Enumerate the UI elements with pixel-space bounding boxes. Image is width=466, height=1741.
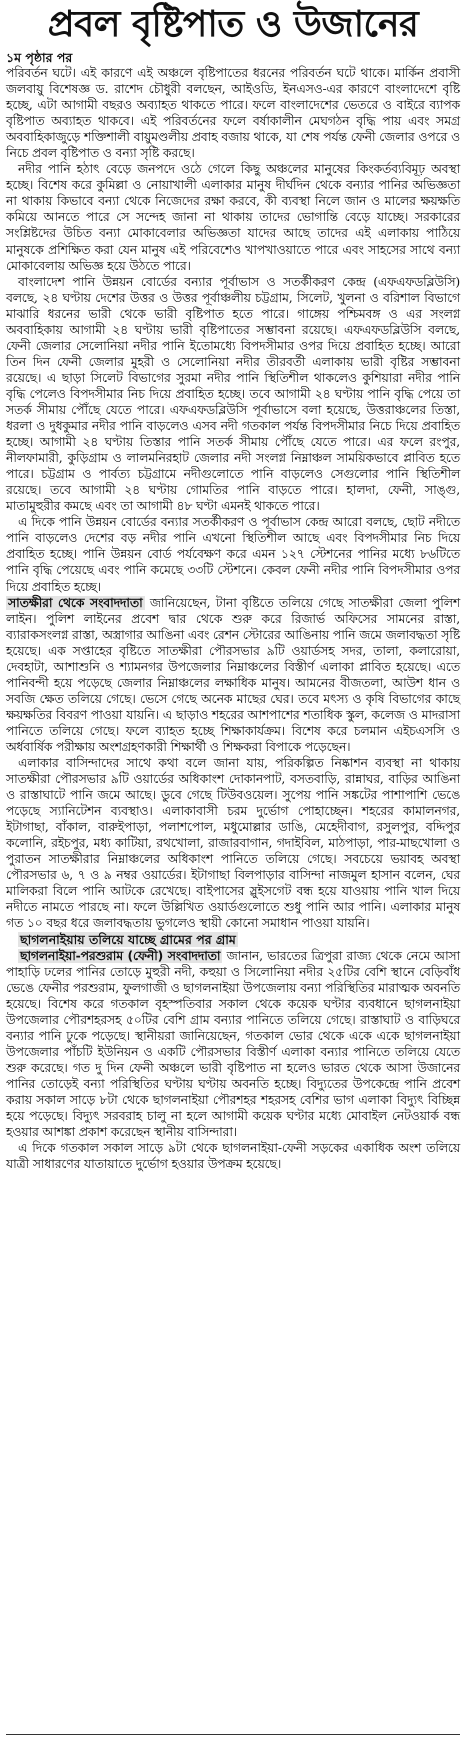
satkhira-paragraph-2: এলাকার বাসিন্দাদের সাথে কথা বলে জানা যায়, পরিকল্পিত নিষ্কাশন ব্যবস্থা না থাকায় সাতক্ষীরা পৌরসভার ৯টি ওয়ার্ডের অধিকাংশ দোকানপাট, বসতবাড়ি, রান্নাঘর, বাড়ির আঙিনা ও রাস্তাঘাটে পানি জমে আছে। ডুবে গেছে টিউবওয়েল। সুপেয় পানি সঙ্কটের পাশাপাশি ভেঙে পড়েছে স্যানিটেশন ব্যবস্থাও। এলাকাবাসী চরম দুর্ভোগ পোহাচ্ছেন। শহরের কামালনগর, ইটাগাছা, বাঁকাল, বারুইপাড়া, পলাশপোল, মধুমোল্লার ডাঙি, মেহেদীবাগ, রসুলপুর, বদ্দিপুর কলোনি, রইচপুর, মধ্য কাটিয়া, রথখোলা, রাজারবাগান, গদাইবিল, মাঠপাড়া, পার-মাছখোলা ও পুরাতন সাতক্ষীরার নিম্নাঞ্চলের অধিকাংশ পানিতে তলিয়ে গেছে। সবচেয়ে ভয়াবহ অবস্থা পৌরসভার ৬, ৭ ও ৯ নম্বর ওয়ার্ডের। ইটাগাছা বিলপাড়ার বাসিন্দা নাজমুল হাসান বলেন, ঘের মালিকরা বিলে পানি আটকে রেখেছে। বাইপাসের স্লুইসগেট বন্ধ হয়ে যাওয়ায় পানি খাল দিয়ে নদীতে নামতে পারছে না। ফলে উল্লিখিত ওয়ার্ডগুলোতে শুধু পানি আর পানি। এলাকার মানুষ গত ১০ বছর ধরে জলাবদ্ধতায় ভুগলেও স্থায়ী কোনো সমাধান পাওয়া যায়নি। [6, 756, 460, 931]
article-paragraph: নদীর পানি হঠাৎ বেড়ে জনপদে ওঠে গেলে কিছু অঞ্চলের মানুষের কিংকর্তব্যবিমূঢ় অবস্থা হচ্ছে। বিশেষ করে কুমিল্লা ও নোয়াখালী এলাকার মানুষ দীর্ঘদিন থেকে বন্যার পানির অভিজ্ঞতা না থাকায় কিভাবে বন্যা থেকে নিজেদের রক্ষা করবে, কী ব্যবস্থা নিলে জান ও মালের ক্ষয়ক্ষতি কমিয়ে আনতে পারে সে সন্দেহ জানা না থাকায় তাদের ভোগান্তি বেড়ে যাচ্ছে। সরকারের সংশ্লিষ্টদের উচিত বন্যা মোকাবেলার অভিজ্ঞতা যাদের আছে তাদের এই এলাকায় পাঠিয়ে মানুষকে প্রশিক্ষিত করা যেন মানুষ এই পরিবেশেও খাপখাওয়াতে পারে এবং সাহসের সাথে বন্যা মোকাবেলায় অভিজ্ঞ হয়ে উঠতে পারে। [6, 162, 460, 273]
chhagalnaiya-subheading-text: ছাগলনাইয়ায় তলিয়ে যাচ্ছে গ্রামের পর গ্রাম [20, 931, 236, 947]
satkhira-paragraph-text: জানিয়েছেন, টানা বৃষ্টিতে তলিয়ে গেছে সাতক্ষীরা জেলা পুলিশ লাইন। পুলিশ লাইনের প্রবেশ দ্বার থেকে শুরু করে রিজার্ভ অফিসের সামনের রাস্তা, ব্যারাকসংলগ্ন রাস্তা, অস্ত্রাগার আঙিনা এবং রেশন স্টোরের আঙিনায় পানি জমে জলাবদ্ধতা সৃষ্টি হয়েছে। এক সপ্তাহের বৃষ্টিতে সাতক্ষীরা পৌরসভার ৯টি ওয়ার্ডসহ সদর, তালা, কলারোয়া, দেবহাটা, আশাশুনি ও শ্যামনগর উপজেলার নিম্নাঞ্চলের বিস্তীর্ণ এলাকা প্লাবিত হয়েছে। এতে পানিবন্দী হয়ে পড়েছে জেলার নিম্নাঞ্চলের লক্ষাধিক মানুষ। আমনের বীজতলা, আউশ ধান ও সবজি ক্ষেত তলিয়ে গেছে। ভেসে গেছে অনেক মাছের ঘের। তবে মৎস্য ও কৃষি বিভাগের কাছে ক্ষয়ক্ষতির বিবরণ পাওয়া যায়নি। এ ছাড়াও শহরের আশপাশের শতাধিক স্কুল, কলেজ ও মাদরাসা পানিতে তলিয়ে গেছে। ফলে ব্যাহত হচ্ছে শিক্ষাকার্যক্রম। বিশেষ করে চলমান এইচএসসি ও অর্ধবার্ষিক পরীক্ষায় অংশগ্রহণকারী শিক্ষার্থী ও শিক্ষকরা বিপাকে পড়েছেন। [6, 595, 460, 754]
headline: প্রবল বৃষ্টিপাত ও উজানের [47, 4, 419, 45]
satkhira-dateline: সাতক্ষীরা থেকে সংবাদদাতা [8, 595, 143, 610]
chhagalnaiya-paragraph-2: এ দিকে গতকাল সকাল সাড়ে ৯টা থেকে ছাগলনাইয়া-ফেনী সড়কের একাধিক অংশ তলিয়ে যাত্রী সাধারণের যাতায়াতে দুর্ভোগ হওয়ার উপক্রম হয়েছে। [6, 1141, 460, 1172]
chhagalnaiya-dateline: ছাগলনাইয়া-পরশুরাম (ফেনী) সংবাদদাতা [20, 948, 221, 963]
continued-from-label: ১ম পৃষ্ঠার পর [6, 50, 73, 65]
article-paragraph: বাংলাদেশ পানি উন্নয়ন বোর্ডের বন্যার পূর্বাভাস ও সতর্কীকরণ কেন্দ্র (এফএফডব্লিউসি) বলছে, ২৪ ঘণ্টায় দেশের উত্তর ও উত্তর পূর্বাঞ্চলীয় চট্টগ্রাম, সিলেট, খুলনা ও বরিশাল বিভাগে মাঝারি ধরনের ভারী থেকে ভারী বৃষ্টিপাত হতে পারে। গাঙ্গেয় পশ্চিমবঙ্গ ও এর সংলগ্ন অববাহিকায় আগামী ২৪ ঘণ্টায় ভারী বৃষ্টিপাতের সম্ভাবনা রয়েছে। এফএফডব্লিউসি বলছে, ফেনী জেলার সেলোনিয়া নদীর পানি ইতোমধ্যে বিপদসীমার ওপর দিয়ে প্রবাহিত হচ্ছে। আরো তিন দিন ফেনী জেলার মুহরী ও সেলোনিয়া নদীর তীরবর্তী এলাকায় ভারী বৃষ্টির সম্ভাবনা রয়েছে। এ ছাড়া সিলেট বিভাগের সুরমা নদীর পানি স্থিতিশীল থাকলেও কুশিয়ারা নদীর পানি বৃদ্ধি পেলেও বিপদসীমার নিচ দিয়ে প্রবাহিত হচ্ছে। তবে আগামী ২৪ ঘণ্টায় পানি বৃদ্ধি পেয়ে তা সতর্ক সীমায় পৌঁছে যেতে পারে। এফএফডব্লিউসি পূর্বাভাসে বলা হয়েছে, উত্তরাঞ্চলের তিস্তা, ধরলা ও দুধকুমার নদীর পানি বাড়লেও এসব নদী গতকাল পর্যন্ত বিপদসীমার নিচে দিয়ে প্রবাহিত হচ্ছে। আগামী ২৪ ঘণ্টায় তিস্তার পানি সতর্ক সীমায় পৌঁছে যেতে পারে। এর ফলে রংপুর, নীলফামারী, কুড়িগ্রাম ও লালমনিরহাট জেলার নদী সংলগ্ন নিম্নাঞ্চল সাময়িকভাবে প্লাবিত হতে পারে। চট্টগ্রাম ও পার্বত্য চট্টগ্রামে নদীগুলোতে পানি বাড়লেও সেগুলোর পানি স্থিতিশীল রয়েছে। তবে আগামী ২৪ ঘণ্টায় গোমতির পানি বাড়তে পারে। হালদা, ফেনী, সাঙ্গু, মাতামুহুরীর কমছে এবং তা আগামী ৪৮ ঘণ্টা এমনই থাকতে পারে। [6, 274, 460, 514]
chhagalnaiya-paragraph-text: জানান, ভারতের ত্রিপুরা রাজ্য থেকে নেমে আসা পাহাড়ি ঢলের পানির তোড়ে মুহুরী নদী, কহুয়া ও সিলোনিয়া নদীর ২৫টির বেশি স্থানে বেড়িবাঁধ ভেঙে ফেনীর পরশুরাম, ফুলগাজী ও ছাগলনাইয়া উপজেলায় বন্যা পরিস্থিতির মারাত্মক অবনতি হয়েছে। বিশেষ করে গতকাল বৃহস্পতিবার সকাল থেকে কয়েক ঘণ্টার ব্যবধানে ছাগলনাইয়া উপজেলার পৌরশহরসহ ৫০টির বেশি গ্রাম বন্যার পানিতে তলিয়ে গেছে। রাস্তাঘাট ও বাড়িঘরে বন্যার পানি ঢুকে পড়েছে। স্থানীয়রা জানিয়েছেন, গতকাল ভোর থেকে একে একে ছাগলনাইয়া উপজেলার পাঁচটি ইউনিয়ন ও একটি পৌরসভার বিস্তীর্ণ এলাকা বন্যার পানিতে তলিয়ে যেতে শুরু করেছে। গত দু দিন ফেনী অঞ্চলে ভারী বৃষ্টিপাত না হলেও ভারত থেকে আসা উজানের পানির তোড়েই বন্যা পরিস্থিতির ঘণ্টায় ঘণ্টায় অবনতি হচ্ছে। বিদ্যুতের উপকেন্দ্রে পানি প্রবেশ করায় সকাল সাড়ে ৮টা থেকে ছাগলনাইয়া পৌরশহর শহরসহ বেশির ভাগ এলাকা বিদ্যুৎ বিচ্ছিন্ন হয়ে পড়েছে। বিদ্যুৎ সরবরাহ চালু না হলে আগামী কয়েক ঘণ্টার মধ্যে মোবাইল নেটওয়ার্ক বন্ধ হওয়ার আশঙ্কা প্রকাশ করেছেন স্থানীয় বাসিন্দারা। [6, 948, 460, 1140]
article-paragraph: এ দিকে পানি উন্নয়ন বোর্ডের বন্যার সতর্কীকরণ ও পূর্বাভাস কেন্দ্র আরো বলছে, ছোট নদীতে পানি বাড়লেও দেশের বড় নদীর পানি এখনো স্থিতিশীল আছে এবং বিপদসীমার নিচ দিয়ে প্রবাহিত হচ্ছে। পানি উন্নয়ন বোর্ড পর্যবেক্ষণ করে এমন ১২৭ স্টেশনের পানির মধ্যে ৮৬টিতে পানি বৃদ্ধি পেয়েছে এবং পানি কমেছে ৩৩টি স্টেশনে। কেবল ফেনী নদীর পানি বিপদসীমার ওপর দিয়ে প্রবাহিত হচ্ছে। [6, 515, 460, 594]
chhagalnaiya-subheading [6, 932, 460, 948]
satkhira-paragraph [6, 595, 460, 755]
chhagalnaiya-paragraph [6, 948, 460, 1141]
bottom-rule [6, 1734, 460, 1735]
article-paragraph: পরিবর্তন ঘটে। এই কারণে এই অঞ্চলে বৃষ্টিপাতের ধরনের পরিবর্তন ঘটে থাকে। মার্কিন প্রবাসী জলবায়ু বিশেষজ্ঞ ড. রাশেদ চৌধুরী বলছেন, আইওডি, ইনএসও-এর কারণে বাংলাদেশে বৃষ্টি হচ্ছে, এটা আগামী বছরও অব্যাহত থাকতে পারে। ফলে বাংলাদেশের ভেতরে ও বাইরে ব্যাপক বৃষ্টিপাত অব্যাহত থাকবে। এই পরিবর্তনের ফলে বর্ষাকালীন মেঘগঠন বৃদ্ধি পায় এবং সমগ্র অববাহিকাজুড়ে শক্তিশালী বায়ুমণ্ডলীয় প্রবাহ বজায় থাকে, যা শেষ পর্যন্ত ফেনী জেলার ওপরে ও নিচে প্রবল বৃষ্টিপাত ও বন্যা সৃষ্টি করছে। [6, 66, 460, 161]
